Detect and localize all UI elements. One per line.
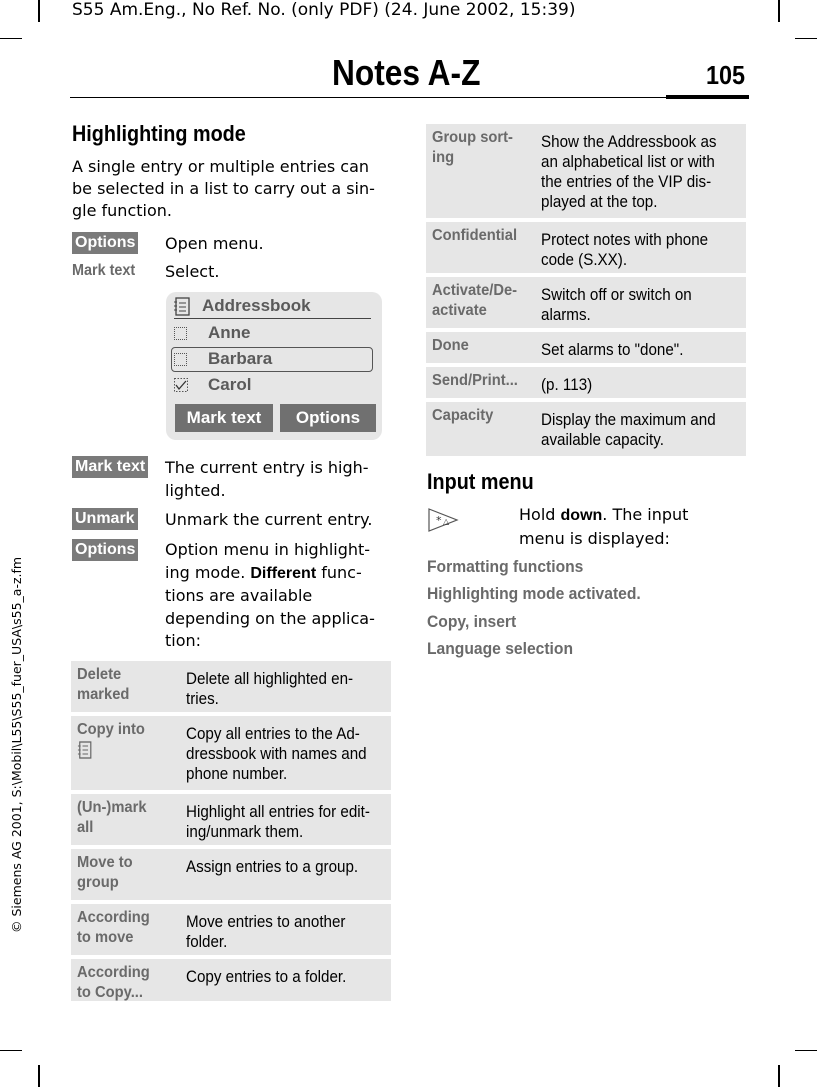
section-title: Highlighting mode [72, 121, 246, 146]
input-menu-text: Hold down. The input menu is displayed: [519, 505, 689, 548]
table-row: Send/Print... (p. 113) [426, 367, 746, 398]
crop-mark [38, 0, 40, 22]
table-row: Group sort- ing Show the Addressbook as an alphabetical list or with the entries of the VIP dis- played at the top. [426, 124, 746, 218]
svg-text:*: * [436, 514, 442, 527]
options-softkey: Options [72, 539, 138, 561]
page-number-rule [666, 95, 749, 99]
options-table [71, 661, 391, 1001]
options-softkey[interactable]: Options [280, 404, 376, 432]
addressbook-icon [173, 297, 191, 316]
table-row: Delete marked Delete all highlighted en- tries. [71, 661, 391, 712]
checkbox-icon [174, 327, 187, 340]
star-key-icon [427, 507, 459, 533]
table-row: Activate/De- activate Switch off or switch on alarms. [426, 277, 746, 328]
crop-mark [778, 1065, 780, 1087]
unmark-softkey: Unmark [72, 508, 138, 530]
key-description: Option menu in highlight- ing mode. Different func- tions are available depending on the applica- tion: [165, 540, 375, 650]
crop-mark [778, 0, 780, 22]
crop-mark [0, 38, 22, 39]
phone-header: Addressbook [202, 296, 311, 315]
table-row: Done Set alarms to "done". [426, 332, 746, 363]
options-softkey: Options [72, 232, 138, 254]
list-item: Barbara [208, 349, 273, 368]
table-row: According to move Move entries to another folder. [71, 904, 391, 955]
options-table [426, 124, 746, 456]
crop-mark [795, 38, 817, 39]
phone-screen [166, 292, 382, 440]
mark-text-label: Mark text [72, 262, 136, 279]
crop-mark [0, 1050, 22, 1051]
running-head: S55 Am.Eng., No Ref. No. (only PDF) (24. June 2002, 15:39) [72, 0, 576, 20]
intro-text: A single entry or multiple entries can be selected in a list to carry out a sin- gle function. [72, 157, 375, 220]
list-item: Anne [208, 323, 251, 342]
sidebar-copyright: © Siemens AG 2001, S:\Mobil\L55\S55_fuer_USA\s55_a-z.fm [9, 556, 24, 933]
list-item: Carol [208, 375, 252, 394]
table-row: Capacity Display the maximum and available capacity. [426, 402, 746, 456]
mark-text-softkey[interactable]: Mark text [175, 404, 273, 432]
step-text: Select. [165, 262, 220, 281]
mark-text-softkey: Mark text [72, 456, 148, 478]
input-menu-title: Input menu [427, 469, 534, 494]
crop-mark [38, 1065, 40, 1087]
page-number: 105 [706, 60, 746, 90]
addressbook-icon [77, 741, 92, 759]
page-title: Notes A-Z [332, 52, 481, 93]
step-text: Open menu. [165, 234, 264, 253]
phone-header-rule [174, 318, 371, 319]
table-row: Move to group Assign entries to a group. [71, 849, 391, 900]
table-row: Copy into Copy all entries to the Ad- dressbook with names and phone number. [71, 716, 391, 790]
checked-checkbox-icon [174, 378, 188, 392]
table-row: (Un-)mark all Highlight all entries for edit- ing/unmark them. [71, 794, 391, 845]
menu-item: Copy, insert [427, 612, 517, 631]
crop-mark [795, 1050, 817, 1051]
svg-text:△: △ [443, 517, 450, 526]
menu-item: Highlighting mode activated. [427, 584, 641, 603]
table-row: Confidential Protect notes with phone code (S.XX). [426, 222, 746, 273]
header-rule [70, 97, 749, 98]
menu-item: Language selection [427, 639, 574, 658]
table-row: According to Copy... Copy entries to a folder. [71, 959, 391, 1001]
key-description: The current entry is high- lighted. [165, 458, 369, 500]
menu-item: Formatting functions [427, 557, 584, 576]
key-description: Unmark the current entry. [165, 510, 373, 529]
checkbox-icon [174, 353, 187, 366]
